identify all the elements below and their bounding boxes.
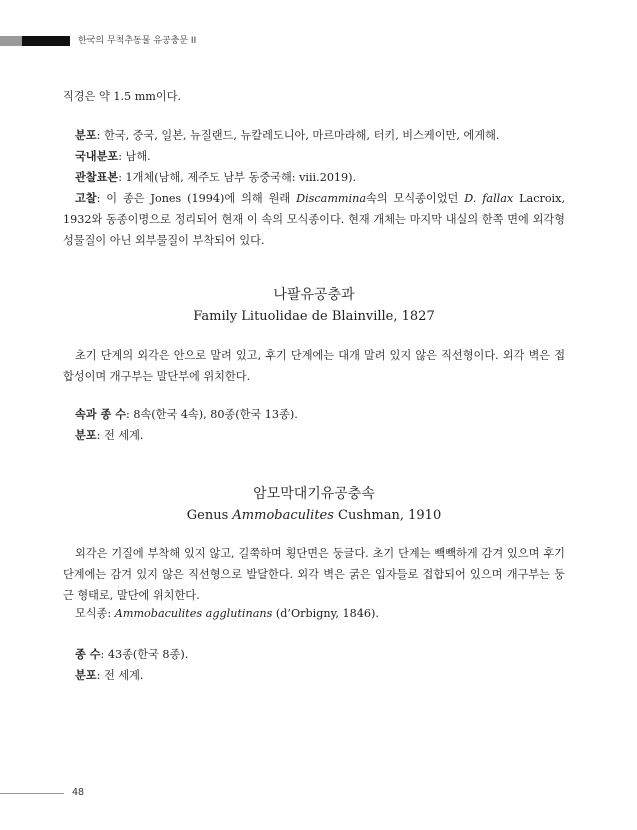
remarks-part-b: 속의 모식종이었던 (366, 192, 465, 205)
family-description: 초기 단계의 외각은 안으로 말려 있고, 후기 단계에는 대개 말려 있지 않은 직선형이다. 외각 벽은 접합성이며 개구부는 말단부에 위치한다. (63, 349, 565, 383)
header-bar-gray (0, 36, 22, 46)
footer-rule (0, 793, 64, 794)
family-counts (63, 404, 565, 425)
species-specimens (63, 167, 565, 188)
family-title-en: Family Lituolidae de Blainville, 1827 (193, 309, 435, 324)
remarks-label: 고찰 (75, 191, 97, 205)
type-species-label: 모식종: (75, 607, 115, 620)
genus-description: 외각은 기질에 부착해 있지 않고, 길쭉하며 횡단면은 둥글다. 초기 단계는 빽빽하게 감겨 있으며 후기 단계에는 감겨 있지 않은 직선형으로 발달한다. 외각 벽은 굵은 입자들로 접합되어 있으며 개구부는 둥근 형태로, 말단에 위치한다. (63, 547, 565, 602)
type-species-name: Ammobaculites agglutinans (114, 607, 273, 620)
family-counts-label: 속과 종 수 (75, 407, 127, 421)
header-bar-black (22, 36, 70, 46)
genus-title-suffix: Cushman, 1910 (333, 508, 442, 523)
diameter-text: 직경은 약 1.5 mm이다. (63, 90, 182, 103)
remarks-part-c: Lacroix, 1932와 동종이명으로 정리되어 현재 이 속의 모식종이다. 현재 개체는 마지막 내실의 한쪽 면에 외각형성물질이 아닌 외부물질이 부착되어 있다. (63, 192, 566, 247)
type-species-author: (d’Orbigny, 1846). (272, 607, 379, 620)
genus-distribution (63, 665, 565, 686)
remarks-genus: Discammina (296, 192, 366, 205)
family-title-ko: 나팔유공충과 (273, 287, 355, 303)
specimens-label: 관찰표본 (75, 170, 119, 184)
family-counts-text: : 8속(한국 4속), 80종(한국 13종). (126, 408, 298, 421)
species-domestic-distribution (63, 146, 565, 167)
family-distribution-label: 분포 (75, 428, 97, 442)
genus-distribution-text: : 전 세계. (96, 669, 144, 682)
running-title: 한국의 무척추동물 유공충문 II (78, 36, 197, 46)
genus-counts-text: : 43종(한국 8종). (100, 648, 189, 661)
species-distribution (63, 125, 565, 146)
distribution-label: 분포 (75, 128, 97, 142)
domestic-text: : 남해. (118, 150, 151, 163)
species-remarks (63, 188, 565, 251)
genus-counts-label: 종 수 (75, 647, 101, 661)
genus-title-name: Ammobaculites (232, 508, 334, 523)
genus-type-species (63, 603, 565, 624)
domestic-label: 국내분포 (75, 149, 119, 163)
genus-distribution-label: 분포 (75, 668, 97, 682)
distribution-text: : 한국, 중국, 일본, 뉴질랜드, 뉴칼레도니아, 마르마라해, 터키, 비스케이만, 에게해. (96, 129, 500, 142)
genus-title-prefix: Genus (186, 508, 233, 523)
remarks-species: D. fallax (464, 192, 514, 205)
genus-title-en (63, 505, 565, 526)
family-distribution (63, 425, 565, 446)
page-number: 48 (72, 787, 85, 798)
genus-title-ko: 암모막대기유공충속 (253, 486, 375, 502)
genus-counts (63, 644, 565, 665)
family-distribution-text: : 전 세계. (96, 429, 144, 442)
remarks-part-a: : 이 종은 Jones (1994)에 의해 원래 (96, 192, 297, 205)
specimens-text: : 1개체(남해, 제주도 남부 동중국해: viii.2019). (118, 171, 357, 184)
